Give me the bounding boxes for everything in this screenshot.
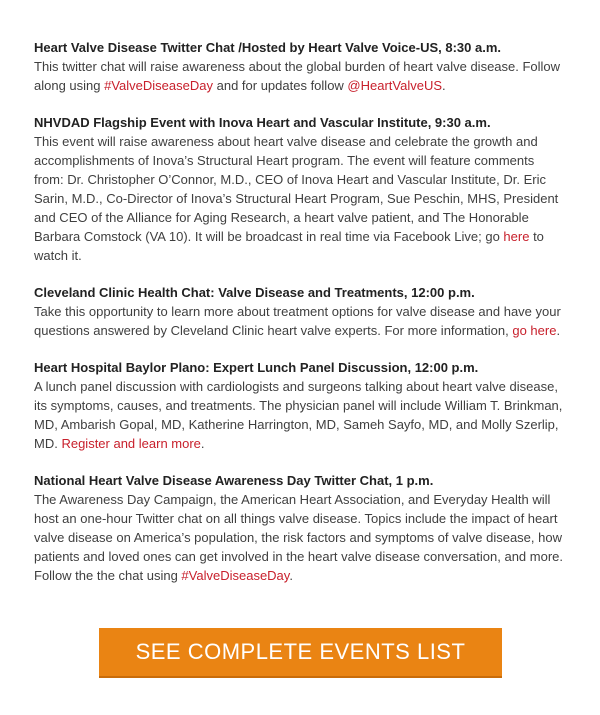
event-title: NHVDAD Flagship Event with Inova Heart and Vascular Institute, 9:30 a.m. <box>34 115 491 130</box>
event-description <box>34 302 566 340</box>
cta-container <box>99 628 502 676</box>
event-description <box>34 377 566 453</box>
event-title: Heart Valve Disease Twitter Chat /Hosted by Heart Valve Voice-US, 8:30 a.m. <box>34 40 501 55</box>
event-cleveland-clinic-chat <box>34 283 566 340</box>
event-text: This twitter chat will raise awareness about the global burden of heart valve disease. Follow along using <box>34 59 561 93</box>
event-heart-valve-voice-twitter-chat <box>34 38 566 95</box>
event-title: Cleveland Clinic Health Chat: Valve Disease and Treatments, 12:00 p.m. <box>34 285 475 300</box>
event-text: . <box>200 436 205 451</box>
event-text: Take this opportunity to learn more about treatment options for valve disease and have your questions answered by Cleveland Clinic heart valve experts. For more information, <box>34 304 561 338</box>
event-nhvdad-flagship <box>34 113 566 265</box>
hashtag-link[interactable]: #ValveDiseaseDay <box>104 78 213 93</box>
event-baylor-plano-panel <box>34 358 566 453</box>
event-text: A lunch panel discussion with cardiologists and surgeons talking about heart valve disease, its symptoms, causes, and treatments. The physician panel will include William T. Brinkman, MD, Ambarish Gopal, MD, Katherine Harrington, MD, Sameh Sayfo, MD, and Molly Szerlip, MD. <box>34 379 563 451</box>
event-title: Heart Hospital Baylor Plano: Expert Lunch Panel Discussion, 12:00 p.m. <box>34 360 479 375</box>
register-link[interactable]: Register and learn more <box>61 436 201 451</box>
go-here-link[interactable]: go here <box>512 323 557 338</box>
hashtag-link[interactable]: #ValveDiseaseDay <box>181 568 290 583</box>
event-title: National Heart Valve Disease Awareness Day Twitter Chat, 1 p.m. <box>34 473 434 488</box>
event-awareness-day-twitter-chat <box>34 471 566 585</box>
event-text: to watch it. <box>34 229 544 263</box>
event-description <box>34 57 566 95</box>
event-text: This event will raise awareness about heart valve disease and celebrate the growth and accomplishments of Inova’s Structural Heart program. The event will feature comments from: Dr. Christopher O’Connor, M.D., CEO of Inova Heart and Vascular Institute, Dr. Eric Sarin, M.D., Co-Director of Inova’s Structural Heart Program, Sue Peschin, MHS, President and CEO of the Alliance for Aging Research, a heart valve patient, and The Honorable Barbara Comstock (VA 10). It will be broadcast in real time via Facebook Live; go <box>34 134 559 244</box>
twitter-handle-link[interactable]: @HeartValveUS <box>347 78 443 93</box>
event-text: The Awareness Day Campaign, the American Heart Association, and Everyday Health will host an one-hour Twitter chat on all things valve disease. Topics include the impact of heart valve disease on America’s population, the risk factors and symptoms of valve disease, how patients and loved ones can get involved in the heart valve disease conversation, and more. Follow the the chat using <box>34 492 564 583</box>
see-complete-events-list-button[interactable]: SEE COMPLETE EVENTS LIST <box>99 628 502 676</box>
event-description <box>34 132 566 265</box>
event-text: . <box>442 78 446 93</box>
event-description <box>34 490 566 585</box>
event-text: . <box>556 323 561 338</box>
event-text: . <box>289 568 293 583</box>
watch-here-link[interactable]: here <box>503 229 530 244</box>
event-text: and for updates follow <box>213 78 348 93</box>
